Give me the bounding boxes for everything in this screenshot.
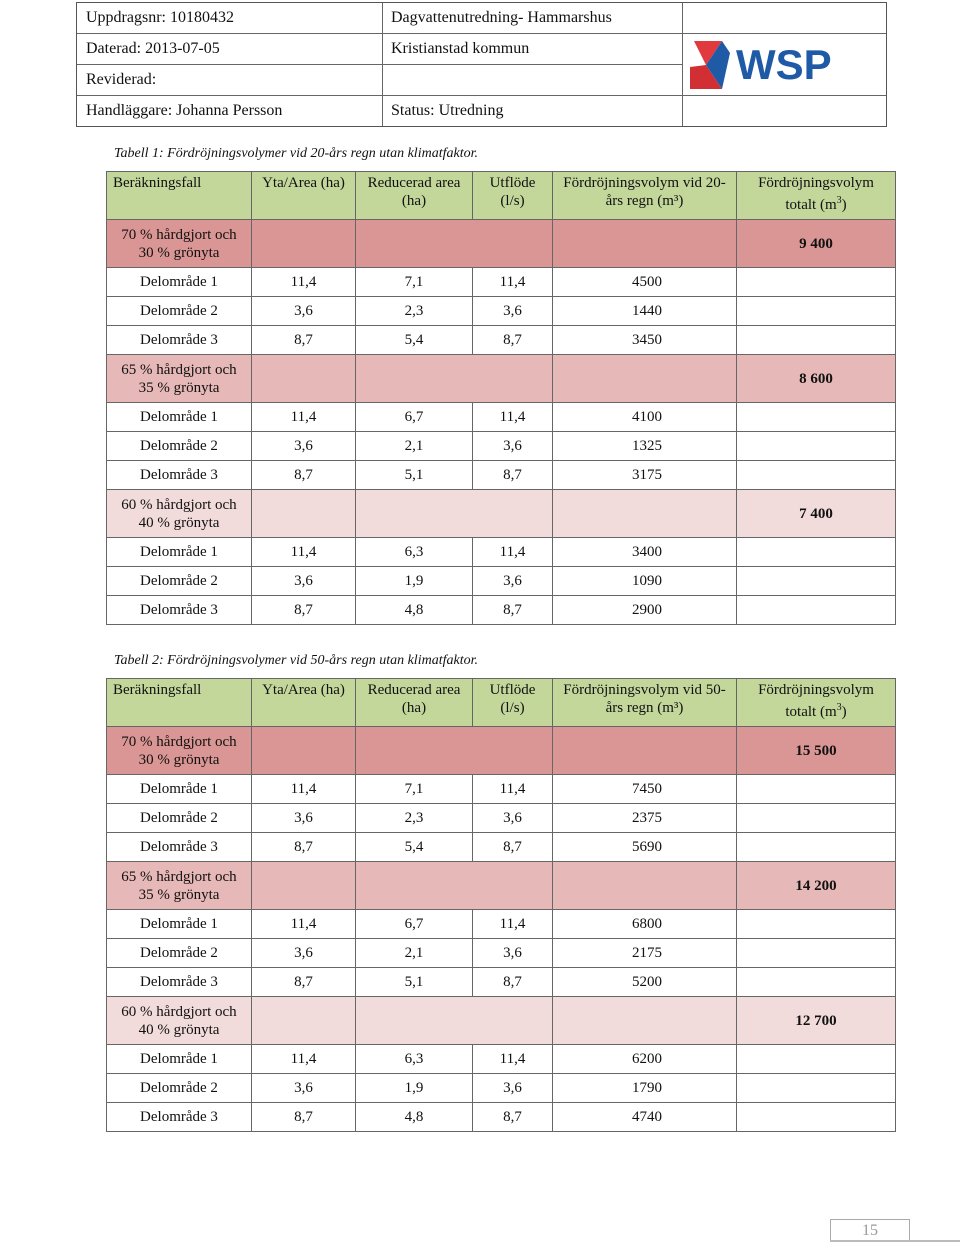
subarea-name: Delområde 2 <box>107 804 252 833</box>
table2 <box>106 678 896 1132</box>
total-empty-cell <box>737 939 896 968</box>
outflow-value: 11,4 <box>473 538 553 567</box>
table1 <box>106 171 896 625</box>
reduced-area-value: 2,1 <box>356 432 473 461</box>
table-row <box>107 1074 896 1103</box>
outflow-value: 8,7 <box>473 596 553 625</box>
group-total: 7 400 <box>737 490 896 538</box>
group-empty-cell <box>356 220 553 268</box>
total-empty-cell <box>737 567 896 596</box>
area-value: 3,6 <box>252 1074 356 1103</box>
total-empty-cell <box>737 297 896 326</box>
reduced-area-value: 5,1 <box>356 461 473 490</box>
volume-value: 2175 <box>553 939 737 968</box>
subarea-name: Delområde 2 <box>107 1074 252 1103</box>
status: Status: Utredning <box>391 101 504 119</box>
group-label: 70 % hårdgjort och 30 % grönyta <box>107 220 252 268</box>
total-empty-cell <box>737 775 896 804</box>
wsp-logo <box>682 33 887 97</box>
group-empty-cell <box>252 355 356 403</box>
area-value: 11,4 <box>252 1045 356 1074</box>
volume-value: 1325 <box>553 432 737 461</box>
subarea-name: Delområde 2 <box>107 432 252 461</box>
header-volume: Fördröjningsvolym vid 50-års regn (m³) <box>553 679 737 727</box>
area-value: 8,7 <box>252 833 356 862</box>
group-empty-cell <box>553 727 737 775</box>
subarea-name: Delområde 1 <box>107 538 252 567</box>
subarea-name: Delområde 1 <box>107 910 252 939</box>
group-total: 14 200 <box>737 862 896 910</box>
header-reduced-area: Reducerad area (ha) <box>356 172 473 220</box>
group-total: 9 400 <box>737 220 896 268</box>
outflow-value: 8,7 <box>473 326 553 355</box>
reduced-area-value: 7,1 <box>356 268 473 297</box>
group-row <box>107 727 896 775</box>
outflow-value: 3,6 <box>473 939 553 968</box>
subarea-name: Delområde 1 <box>107 775 252 804</box>
subarea-name: Delområde 1 <box>107 1045 252 1074</box>
reduced-area-value: 4,8 <box>356 1103 473 1132</box>
group-empty-cell <box>553 220 737 268</box>
area-value: 11,4 <box>252 268 356 297</box>
outflow-value: 11,4 <box>473 403 553 432</box>
subarea-name: Delområde 3 <box>107 1103 252 1132</box>
group-row <box>107 490 896 538</box>
table-row <box>107 538 896 567</box>
table-row <box>107 326 896 355</box>
subarea-name: Delområde 3 <box>107 968 252 997</box>
document-header <box>76 2 887 127</box>
group-empty-cell <box>553 355 737 403</box>
table-row <box>107 1103 896 1132</box>
volume-value: 7450 <box>553 775 737 804</box>
group-empty-cell <box>356 355 553 403</box>
volume-value: 6800 <box>553 910 737 939</box>
reduced-area-value: 5,4 <box>356 833 473 862</box>
total-empty-cell <box>737 1045 896 1074</box>
group-empty-cell <box>252 220 356 268</box>
group-empty-cell <box>553 490 737 538</box>
handler: Handläggare: Johanna Persson <box>86 101 283 119</box>
area-value: 3,6 <box>252 804 356 833</box>
group-label: 70 % hårdgjort och 30 % grönyta <box>107 727 252 775</box>
group-label: 65 % hårdgjort och 35 % grönyta <box>107 862 252 910</box>
group-row <box>107 355 896 403</box>
volume-value: 4100 <box>553 403 737 432</box>
table-row <box>107 1045 896 1074</box>
total-empty-cell <box>737 538 896 567</box>
subarea-name: Delområde 2 <box>107 939 252 968</box>
table2-caption: Tabell 2: Fördröjningsvolymer vid 50-års regn utan klimatfaktor. <box>114 653 478 668</box>
page-footer-rule <box>830 1240 960 1242</box>
header-outflow: Utflöde (l/s) <box>473 172 553 220</box>
area-value: 3,6 <box>252 939 356 968</box>
volume-value: 4500 <box>553 268 737 297</box>
group-empty-cell <box>252 490 356 538</box>
total-empty-cell <box>737 1103 896 1132</box>
group-row <box>107 997 896 1045</box>
reduced-area-value: 5,4 <box>356 326 473 355</box>
table2-header-row <box>107 679 896 727</box>
subarea-name: Delområde 3 <box>107 461 252 490</box>
table-row <box>107 775 896 804</box>
page-number: 15 <box>830 1219 910 1241</box>
logo-text: WSP <box>736 41 832 88</box>
group-empty-cell <box>553 997 737 1045</box>
total-empty-cell <box>737 326 896 355</box>
total-empty-cell <box>737 910 896 939</box>
group-label: 65 % hårdgjort och 35 % grönyta <box>107 355 252 403</box>
table-row <box>107 833 896 862</box>
header-case: Beräkningsfall <box>107 679 252 727</box>
reduced-area-value: 7,1 <box>356 775 473 804</box>
group-row <box>107 220 896 268</box>
header-total: Fördröjningsvolym totalt $(m^3)$ <box>737 679 896 727</box>
table-row <box>107 910 896 939</box>
group-empty-cell <box>356 727 553 775</box>
table-row <box>107 804 896 833</box>
total-empty-cell <box>737 833 896 862</box>
volume-value: 5200 <box>553 968 737 997</box>
area-value: 8,7 <box>252 1103 356 1132</box>
area-value: 8,7 <box>252 968 356 997</box>
dated: Daterad: 2013-07-05 <box>86 39 220 57</box>
area-value: 11,4 <box>252 910 356 939</box>
total-empty-cell <box>737 403 896 432</box>
area-value: 3,6 <box>252 297 356 326</box>
table-row <box>107 939 896 968</box>
client: Kristianstad kommun <box>391 39 530 57</box>
volume-value: 3400 <box>553 538 737 567</box>
total-empty-cell <box>737 596 896 625</box>
group-empty-cell <box>356 490 553 538</box>
area-value: 11,4 <box>252 403 356 432</box>
total-empty-cell <box>737 268 896 297</box>
outflow-value: 8,7 <box>473 461 553 490</box>
outflow-value: 8,7 <box>473 1103 553 1132</box>
outflow-value: 8,7 <box>473 968 553 997</box>
reduced-area-value: 2,3 <box>356 804 473 833</box>
area-value: 3,6 <box>252 432 356 461</box>
header-reduced-area: Reducerad area (ha) <box>356 679 473 727</box>
reduced-area-value: 1,9 <box>356 567 473 596</box>
outflow-value: 3,6 <box>473 1074 553 1103</box>
header-area: Yta/Area (ha) <box>252 679 356 727</box>
group-empty-cell <box>252 862 356 910</box>
reduced-area-value: 6,3 <box>356 1045 473 1074</box>
subarea-name: Delområde 3 <box>107 596 252 625</box>
group-empty-cell <box>356 997 553 1045</box>
area-value: 8,7 <box>252 461 356 490</box>
reduced-area-value: 4,8 <box>356 596 473 625</box>
total-empty-cell <box>737 461 896 490</box>
reduced-area-value: 5,1 <box>356 968 473 997</box>
subarea-name: Delområde 2 <box>107 567 252 596</box>
reduced-area-value: 1,9 <box>356 1074 473 1103</box>
outflow-value: 3,6 <box>473 297 553 326</box>
reduced-area-value: 6,7 <box>356 403 473 432</box>
outflow-value: 11,4 <box>473 1045 553 1074</box>
volume-value: 1790 <box>553 1074 737 1103</box>
area-value: 8,7 <box>252 596 356 625</box>
total-empty-cell <box>737 432 896 461</box>
volume-value: 1440 <box>553 297 737 326</box>
total-empty-cell <box>737 968 896 997</box>
outflow-value: 11,4 <box>473 268 553 297</box>
group-label: 60 % hårdgjort och 40 % grönyta <box>107 997 252 1045</box>
subarea-name: Delområde 3 <box>107 326 252 355</box>
table-row <box>107 596 896 625</box>
table-row <box>107 567 896 596</box>
volume-value: 2900 <box>553 596 737 625</box>
header-case: Beräkningsfall <box>107 172 252 220</box>
group-empty-cell <box>356 862 553 910</box>
reduced-area-value: 6,7 <box>356 910 473 939</box>
outflow-value: 8,7 <box>473 833 553 862</box>
header-total: Fördröjningsvolym totalt $(m^3)$ <box>737 172 896 220</box>
group-empty-cell <box>553 862 737 910</box>
outflow-value: 11,4 <box>473 775 553 804</box>
total-empty-cell <box>737 804 896 833</box>
volume-value: 3175 <box>553 461 737 490</box>
table-row <box>107 461 896 490</box>
subarea-name: Delområde 1 <box>107 403 252 432</box>
table1-caption: Tabell 1: Fördröjningsvolymer vid 20-års regn utan klimatfaktor. <box>114 146 478 161</box>
outflow-value: 3,6 <box>473 804 553 833</box>
table1-header-row <box>107 172 896 220</box>
project-name: Dagvattenutredning- Hammarshus <box>391 9 612 26</box>
outflow-value: 11,4 <box>473 910 553 939</box>
outflow-value: 3,6 <box>473 432 553 461</box>
area-value: 11,4 <box>252 775 356 804</box>
volume-value: 5690 <box>553 833 737 862</box>
table-row <box>107 403 896 432</box>
header-outflow: Utflöde (l/s) <box>473 679 553 727</box>
group-total: 15 500 <box>737 727 896 775</box>
subarea-name: Delområde 2 <box>107 297 252 326</box>
group-label: 60 % hårdgjort och 40 % grönyta <box>107 490 252 538</box>
reduced-area-value: 2,3 <box>356 297 473 326</box>
project-number: Uppdragsnr: 10180432 <box>86 9 234 26</box>
group-total: 8 600 <box>737 355 896 403</box>
volume-value: 1090 <box>553 567 737 596</box>
header-volume: Fördröjningsvolym vid 20-års regn (m³) <box>553 172 737 220</box>
subarea-name: Delområde 3 <box>107 833 252 862</box>
volume-value: 6200 <box>553 1045 737 1074</box>
group-empty-cell <box>252 997 356 1045</box>
reduced-area-value: 6,3 <box>356 538 473 567</box>
volume-value: 3450 <box>553 326 737 355</box>
outflow-value: 3,6 <box>473 567 553 596</box>
volume-value: 2375 <box>553 804 737 833</box>
reduced-area-value: 2,1 <box>356 939 473 968</box>
subarea-name: Delområde 1 <box>107 268 252 297</box>
total-empty-cell <box>737 1074 896 1103</box>
table-row <box>107 432 896 461</box>
volume-value: 4740 <box>553 1103 737 1132</box>
revised: Reviderad: <box>86 70 157 88</box>
header-area: Yta/Area (ha) <box>252 172 356 220</box>
area-value: 8,7 <box>252 326 356 355</box>
table-row <box>107 268 896 297</box>
area-value: 11,4 <box>252 538 356 567</box>
table-row <box>107 968 896 997</box>
group-empty-cell <box>252 727 356 775</box>
table-row <box>107 297 896 326</box>
area-value: 3,6 <box>252 567 356 596</box>
group-row <box>107 862 896 910</box>
group-total: 12 700 <box>737 997 896 1045</box>
